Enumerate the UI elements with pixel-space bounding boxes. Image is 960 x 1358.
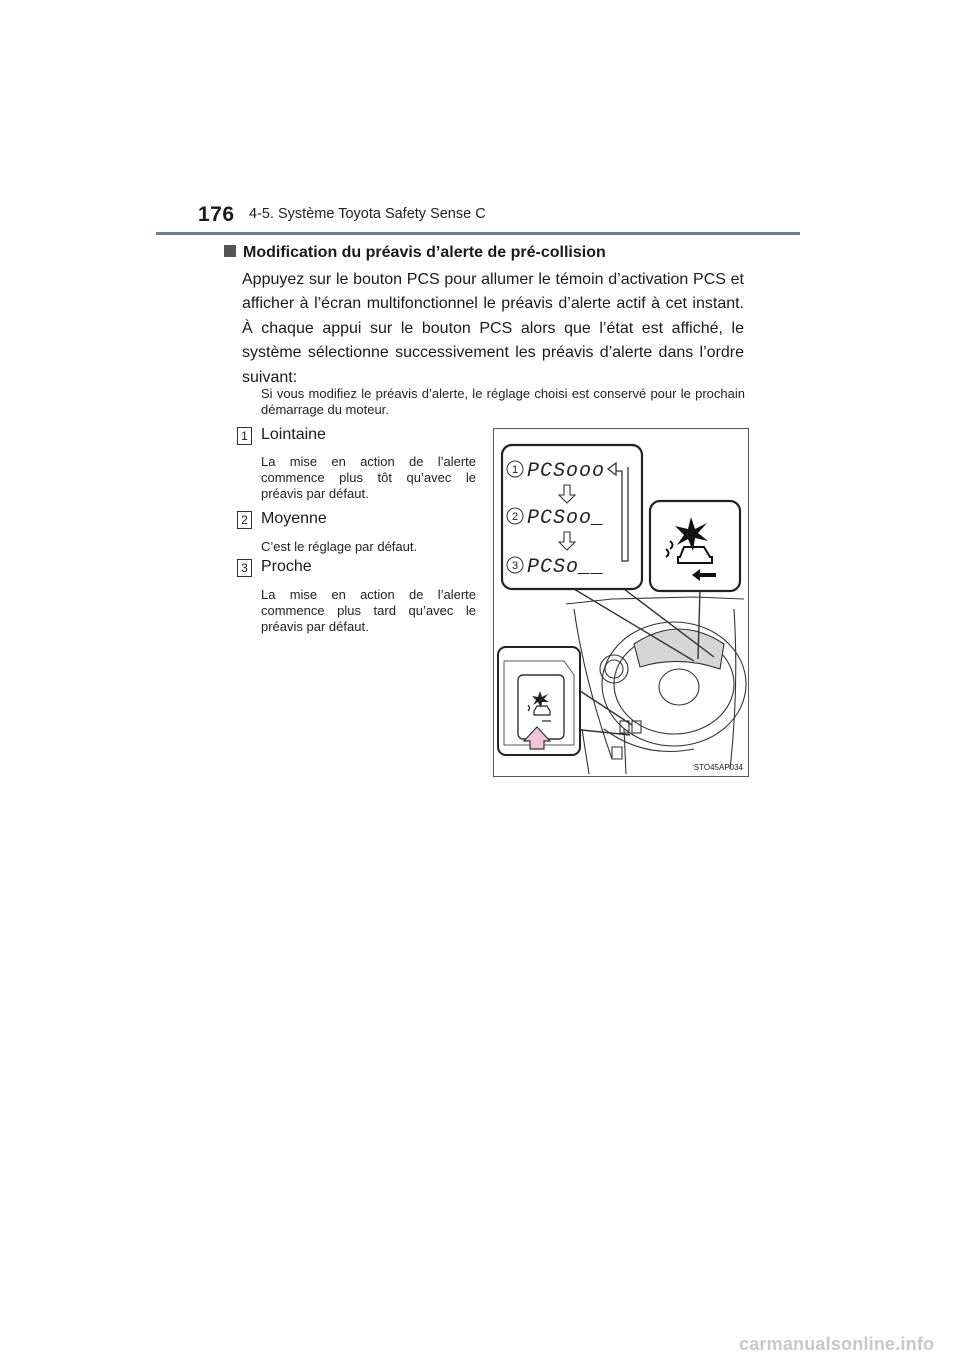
item-label: Lointaine <box>261 426 326 443</box>
header-rule <box>156 232 800 235</box>
dashboard-drawing <box>566 597 746 774</box>
note-paragraph: Si vous modifiez le préavis d’alerte, le réglage choisi est conservé pour le prochain démarrage du moteur. <box>261 386 745 417</box>
heading-text: Modification du préavis d’alerte de pré-collision <box>243 244 606 261</box>
footer-watermark: carmanualsonline.info <box>739 1334 935 1354</box>
svg-text:3: 3 <box>511 560 519 572</box>
intro-paragraph: Appuyez sur le bouton PCS pour allumer le témoin d’activation PCS et afficher à l’écran multifonctionnel le préavis d’alerte actif à cet instant. À chaque appui sur le bouton PCS alors que l’état est affiché, le système sélectionne successivement les préavis d’alerte dans l’ordre suivant: <box>242 271 744 386</box>
figure-code: STO45AP034 <box>693 763 743 772</box>
item-label: Proche <box>261 558 312 575</box>
item-number-badge: 3 <box>237 559 252 577</box>
section-heading <box>224 244 606 262</box>
lcd-readout: PCSoo_ <box>527 507 606 530</box>
callout-line <box>574 589 694 661</box>
section-reference: 4-5. Système Toyota Safety Sense C <box>249 206 486 222</box>
item-description: La mise en action de l’alerte commence plus tôt qu’avec le préavis par défaut. <box>261 454 476 501</box>
lcd-readout: PCSo__ <box>527 556 606 579</box>
heading-bullet-icon <box>224 245 236 257</box>
item-label: Moyenne <box>261 510 327 527</box>
item-number-badge: 1 <box>237 427 252 445</box>
item-description: La mise en action de l’alerte commence plus tard qu’avec le préavis par défaut. <box>261 587 476 634</box>
svg-text:2: 2 <box>511 511 519 523</box>
svg-text:1: 1 <box>511 464 519 476</box>
item-number-badge: 2 <box>237 511 252 529</box>
dashboard-illustration <box>493 428 749 777</box>
lcd-readout: PCSooo <box>527 460 606 483</box>
page-number: 176 <box>198 203 235 226</box>
item-description: C’est le réglage par défaut. <box>261 539 418 554</box>
